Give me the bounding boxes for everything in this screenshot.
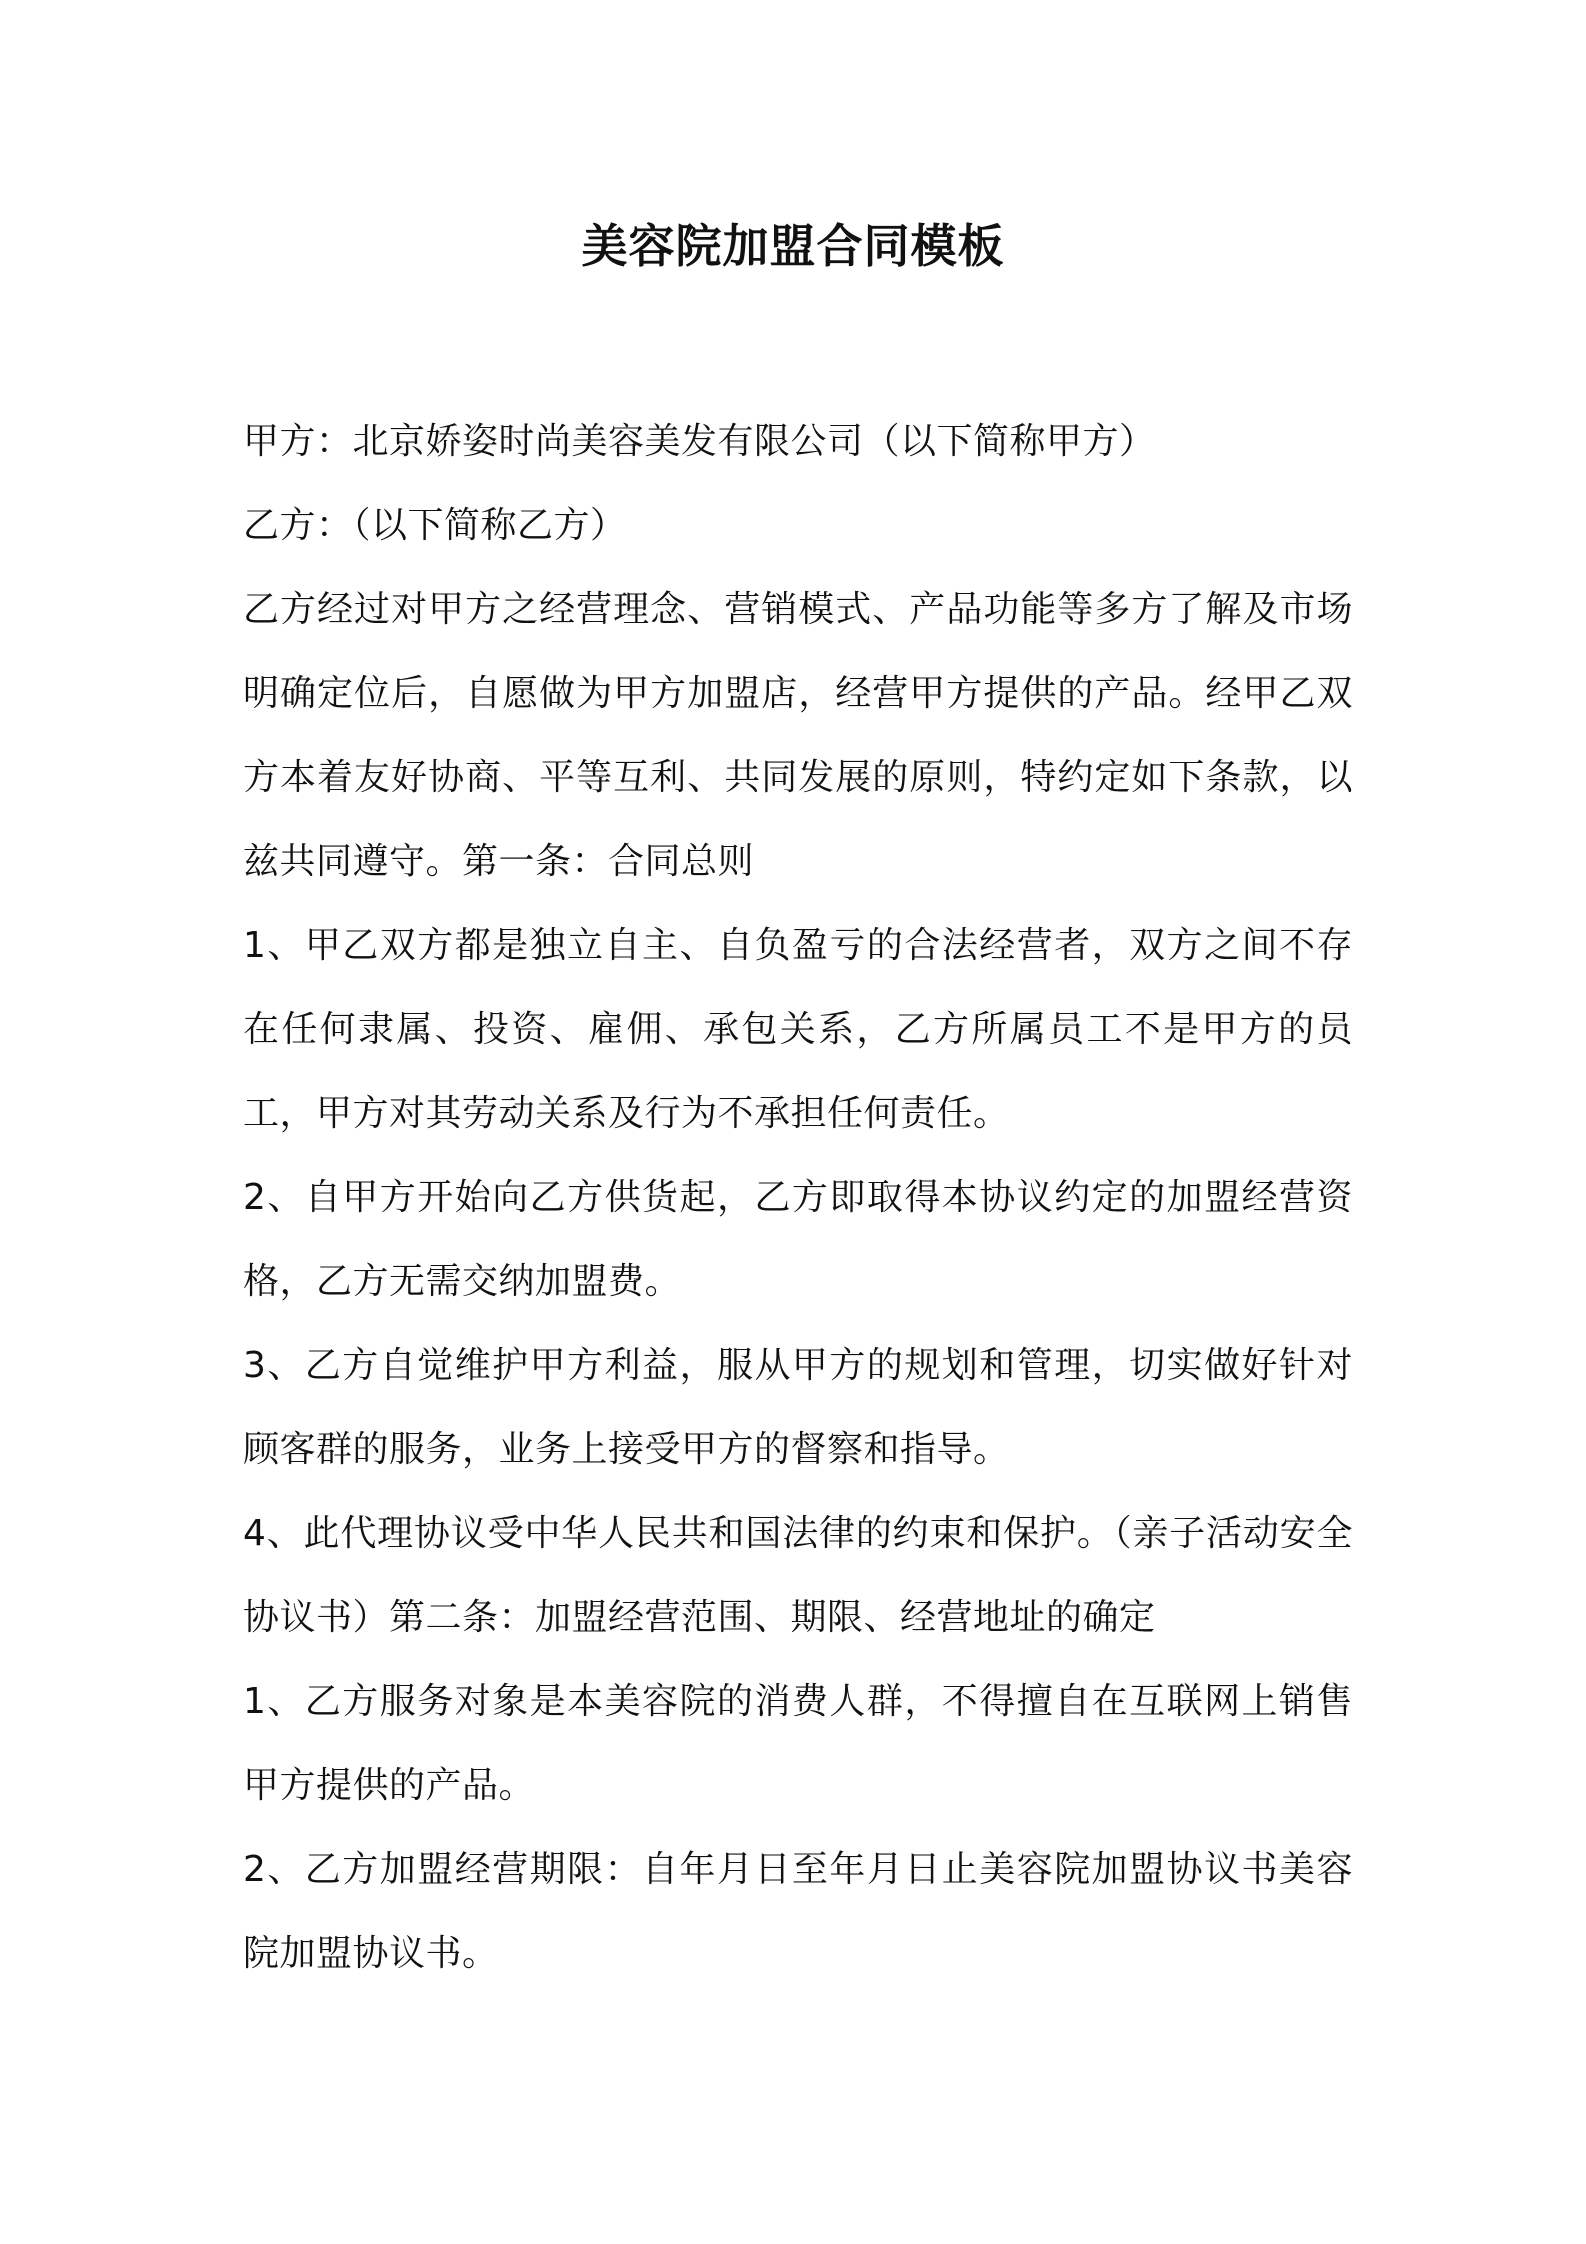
clause-1-2: 2、自甲方开始向乙方供货起，乙方即取得本协议约定的加盟经营资格，乙方无需交纳加盟费。 xyxy=(243,1177,1353,1302)
document-title: 美容院加盟合同模板 xyxy=(581,219,1005,273)
clause-1-3: 3、乙方自觉维护甲方利益，服从甲方的规划和管理，切实做好针对顾客群的服务，业务上接受甲方的督察和指导。 xyxy=(243,1345,1353,1470)
preamble-paragraph: 乙方经过对甲方之经营理念、营销模式、产品功能等多方了解及市场明确定位后，自愿做为甲方加盟店，经营甲方提供的产品。经甲乙双方本着友好协商、平等互利、共同发展的原则，特约定如下条款，以兹共同遵守。第一条：合同总则 xyxy=(243,589,1353,882)
clause-1-4: 4、此代理协议受中华人民共和国法律的约束和保护。（亲子活动安全协议书）第二条：加盟经营范围、期限、经营地址的确定 xyxy=(243,1513,1353,1638)
document-body xyxy=(243,400,1353,1996)
clause-1-1: 1、甲乙双方都是独立自主、自负盈亏的合法经营者，双方之间不存在任何隶属、投资、雇佣、承包关系，乙方所属员工不是甲方的员工，甲方对其劳动关系及行为不承担任何责任。 xyxy=(243,925,1353,1134)
clause-2-1: 1、乙方服务对象是本美容院的消费人群，不得擅自在互联网上销售甲方提供的产品。 xyxy=(243,1681,1353,1806)
clause-2-2: 2、乙方加盟经营期限：自年月日至年月日止美容院加盟协议书美容院加盟协议书。 xyxy=(243,1849,1353,1974)
party-b-line: 乙方：（以下简称乙方） xyxy=(243,505,627,546)
party-a-line: 甲方：北京娇姿时尚美容美发有限公司（以下简称甲方） xyxy=(243,421,1156,462)
